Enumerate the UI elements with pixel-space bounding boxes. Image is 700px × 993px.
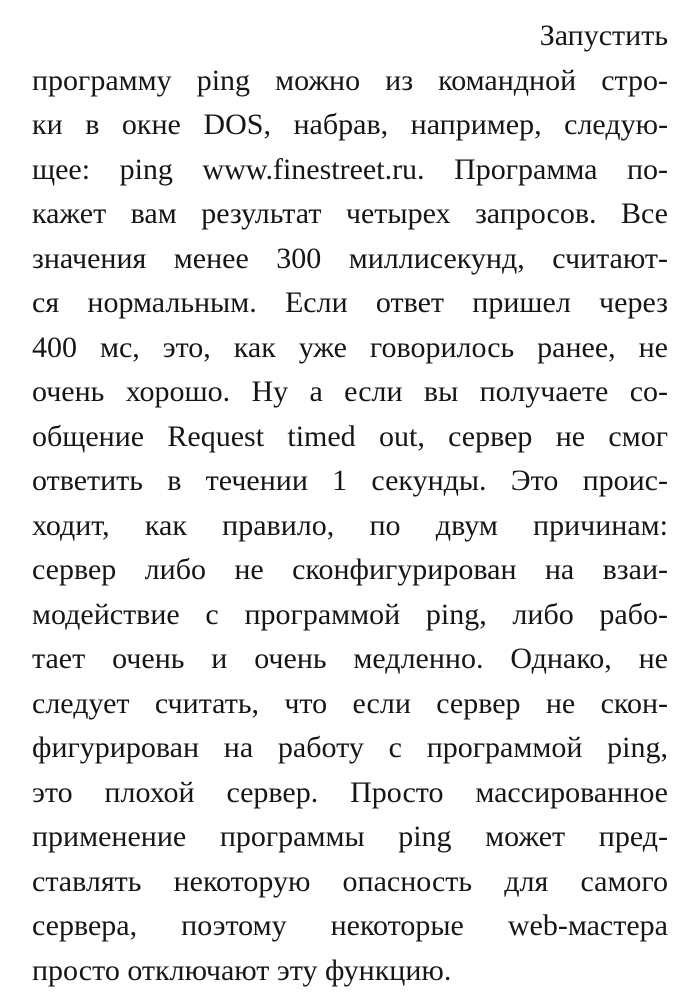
text-line: ответить в течении 1 секунды. Это проис- — [32, 459, 668, 504]
text-line: следует считать, что если сервер не скон- — [32, 682, 668, 727]
text-line: ставлять некоторую опасность для самого — [32, 860, 668, 905]
text-line: щее: ping www.finestreet.ru. Программа по- — [32, 148, 668, 193]
text-line: фигурирован на работу с программой ping, — [32, 726, 668, 771]
text-line: модействие с программой ping, либо рабо- — [32, 593, 668, 638]
text-line: 400 мс, это, как уже говорилось ранее, не — [32, 326, 668, 371]
text-line: тает очень и очень медленно. Однако, не — [32, 637, 668, 682]
text-line: сервера, поэтому некоторые web-мастера — [32, 904, 668, 949]
text-line: применение программы ping может пред- — [32, 815, 668, 860]
text-line: просто отключают эту функцию. — [32, 949, 668, 993]
text-line: ся нормальным. Если ответ пришел через — [32, 281, 668, 326]
text-line: общение Request timed out, сервер не смог — [32, 415, 668, 460]
body-paragraph — [32, 14, 668, 993]
text-line: кажет вам результат четырех запросов. Все — [32, 192, 668, 237]
text-line: ки в окне DOS, набрав, например, следую- — [32, 103, 668, 148]
text-line: ходит, как правило, по двум причинам: — [32, 504, 668, 549]
text-line: значения менее 300 миллисекунд, считают- — [32, 237, 668, 282]
text-line: программу ping можно из командной стро- — [32, 59, 668, 104]
text-line: сервер либо не сконфигурирован на взаи- — [32, 548, 668, 593]
text-line: Запустить — [32, 14, 668, 59]
text-line: это плохой сервер. Просто массированное — [32, 771, 668, 816]
document-page — [32, 14, 668, 993]
text-line: очень хорошо. Ну а если вы получаете со- — [32, 370, 668, 415]
